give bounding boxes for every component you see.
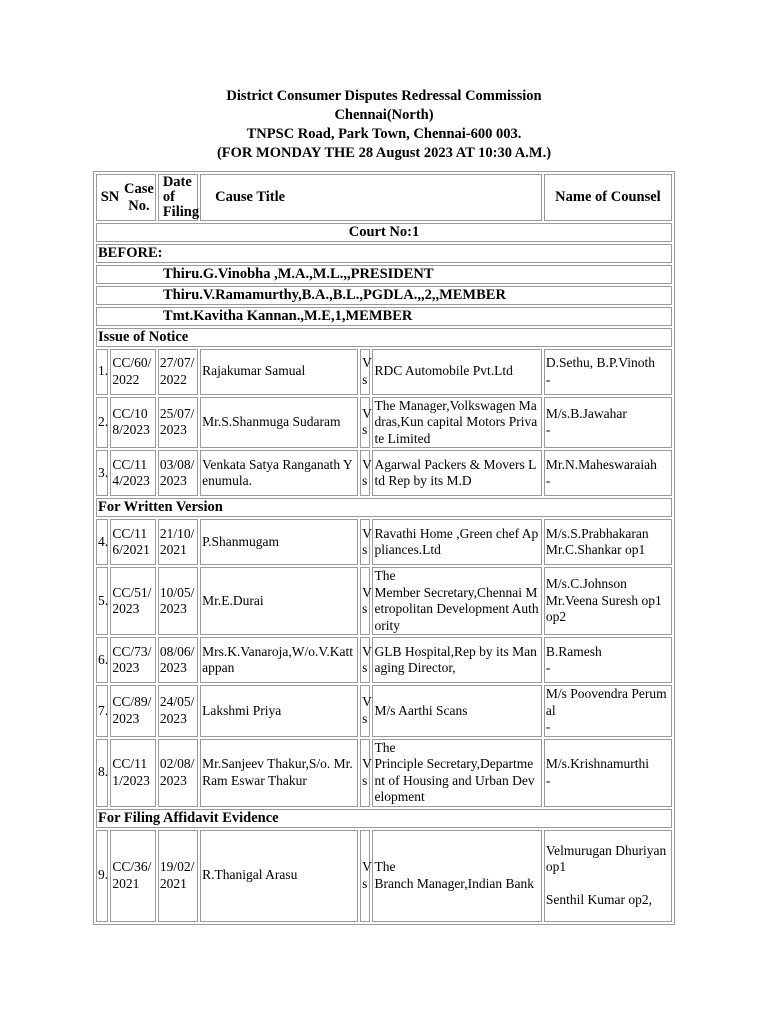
hearing-date: (FOR MONDAY THE 28 August 2023 AT 10:30 A.M.) xyxy=(216,145,552,161)
case-serial-number: 8. xyxy=(96,739,108,807)
commission-location: Chennai(North) xyxy=(334,107,434,123)
respondent-name: GLB Hospital,Rep by its Managing Director, xyxy=(372,637,541,683)
section-title: For Written Version xyxy=(96,498,672,517)
case-no-header-label: Case No. xyxy=(124,181,154,214)
case-row xyxy=(96,830,672,922)
respondent-name: The Manager,Volkswagen Madras,Kun capital Motors Private Limited xyxy=(372,397,541,449)
respondent-name: Agarwal Packers & Movers Ltd Rep by its M.D xyxy=(372,450,541,496)
case-row xyxy=(96,397,672,449)
complainant-name: P.Shanmugam xyxy=(200,519,358,565)
case-serial-number: 2. xyxy=(96,397,108,449)
case-serial-number: 1. xyxy=(96,349,108,395)
versus-label: Vs xyxy=(360,450,370,496)
bench-member-1: Thiru.V.Ramamurthy,B.A.,B.L.,PGDLA.,,2,,MEMBER xyxy=(96,286,672,305)
filing-date: 03/08/2023 xyxy=(158,450,198,496)
respondent-name: The Principle Secretary,Department of Housing and Urban Development xyxy=(372,739,541,807)
filing-date: 24/05/2023 xyxy=(158,685,198,737)
counsel-name: Mr.N.Maheswaraiah - xyxy=(544,450,672,496)
case-row xyxy=(96,349,672,395)
versus-label: Vs xyxy=(360,349,370,395)
complainant-name: Mr.E.Durai xyxy=(200,567,358,635)
complainant-name: R.Thanigal Arasu xyxy=(200,830,358,922)
col-header-cause-title: Cause Title xyxy=(200,174,542,221)
case-serial-number: 6. xyxy=(96,637,108,683)
filing-date: 19/02/2021 xyxy=(158,830,198,922)
commission-address: TNPSC Road, Park Town, Chennai-600 003. xyxy=(246,126,522,142)
complainant-name: Venkata Satya Ranganath Yenumula. xyxy=(200,450,358,496)
cause-list-table xyxy=(93,171,675,925)
filing-date: 21/10/2021 xyxy=(158,519,198,565)
counsel-name: M/s Poovendra Perumal - xyxy=(544,685,672,737)
commission-name: District Consumer Disputes Redressal Commission xyxy=(226,88,542,104)
complainant-name: Mr.S.Shanmuga Sudaram xyxy=(200,397,358,449)
counsel-name: M/s.S.Prabhakaran Mr.C.Shankar op1 xyxy=(544,519,672,565)
complainant-name: Mrs.K.Vanaroja,W/o.V.Kattappan xyxy=(200,637,358,683)
case-number: CC/73/2023 xyxy=(110,637,155,683)
document-header xyxy=(0,87,768,163)
versus-label: Vs xyxy=(360,685,370,737)
counsel-name: M/s.Krishnamurthi - xyxy=(544,739,672,807)
case-number: CC/36/2021 xyxy=(110,830,155,922)
respondent-name: M/s Aarthi Scans xyxy=(372,685,541,737)
complainant-name: Mr.Sanjeev Thakur,S/o. Mr.Ram Eswar Thakur xyxy=(200,739,358,807)
case-row xyxy=(96,567,672,635)
case-row xyxy=(96,739,672,807)
section-title-row xyxy=(96,809,672,828)
versus-label: Vs xyxy=(360,519,370,565)
case-row xyxy=(96,450,672,496)
section-title-row xyxy=(96,498,672,517)
case-serial-number: 5. xyxy=(96,567,108,635)
case-row xyxy=(96,519,672,565)
col-header-date: Date of Filing xyxy=(158,174,198,221)
before-label: BEFORE: xyxy=(96,244,672,263)
versus-label: Vs xyxy=(360,397,370,449)
case-serial-number: 3. xyxy=(96,450,108,496)
counsel-name: B.Ramesh - xyxy=(544,637,672,683)
case-serial-number: 4. xyxy=(96,519,108,565)
case-row xyxy=(96,637,672,683)
court-number: Court No:1 xyxy=(96,223,672,242)
counsel-name: D.Sethu, B.P.Vinoth - xyxy=(544,349,672,395)
counsel-name: Velmurugan Dhuriyan op1 Senthil Kumar op2, xyxy=(544,830,672,922)
filing-date: 10/05/2023 xyxy=(158,567,198,635)
case-number: CC/89/2023 xyxy=(110,685,155,737)
case-number: CC/114/2023 xyxy=(110,450,155,496)
section-title: For Filing Affidavit Evidence xyxy=(96,809,672,828)
respondent-name: RDC Automobile Pvt.Ltd xyxy=(372,349,541,395)
case-row xyxy=(96,685,672,737)
sn-header-label: SN xyxy=(100,189,120,206)
filing-date: 08/06/2023 xyxy=(158,637,198,683)
filing-date: 02/08/2023 xyxy=(158,739,198,807)
case-number: CC/60/2022 xyxy=(110,349,155,395)
filing-date: 25/07/2023 xyxy=(158,397,198,449)
case-serial-number: 9. xyxy=(96,830,108,922)
complainant-name: Lakshmi Priya xyxy=(200,685,358,737)
filing-date: 27/07/2022 xyxy=(158,349,198,395)
bench-president: Thiru.G.Vinobha ,M.A.,M.L.,,PRESIDENT xyxy=(96,265,672,284)
case-number: CC/116/2021 xyxy=(110,519,155,565)
case-number: CC/108/2023 xyxy=(110,397,155,449)
complainant-name: Rajakumar Samual xyxy=(200,349,358,395)
section-title-row xyxy=(96,328,672,347)
case-serial-number: 7. xyxy=(96,685,108,737)
respondent-name: The Member Secretary,Chennai Metropolitan Development Authority xyxy=(372,567,541,635)
versus-label: Vs xyxy=(360,830,370,922)
counsel-name: M/s.B.Jawahar - xyxy=(544,397,672,449)
versus-label: Vs xyxy=(360,567,370,635)
bench-member-2: Tmt.Kavitha Kannan.,M.E,1,MEMBER xyxy=(96,307,672,326)
versus-label: Vs xyxy=(360,739,370,807)
section-title: Issue of Notice xyxy=(96,328,672,347)
case-number: CC/51/2023 xyxy=(110,567,155,635)
col-header-sn xyxy=(96,174,156,221)
table-header-row xyxy=(96,174,672,221)
respondent-name: Ravathi Home ,Green chef Appliances.Ltd xyxy=(372,519,541,565)
case-number: CC/111/2023 xyxy=(110,739,155,807)
counsel-name: M/s.C.Johnson Mr.Veena Suresh op1 op2 xyxy=(544,567,672,635)
col-header-counsel: Name of Counsel xyxy=(544,174,672,221)
versus-label: Vs xyxy=(360,637,370,683)
respondent-name: The Branch Manager,Indian Bank xyxy=(372,830,541,922)
